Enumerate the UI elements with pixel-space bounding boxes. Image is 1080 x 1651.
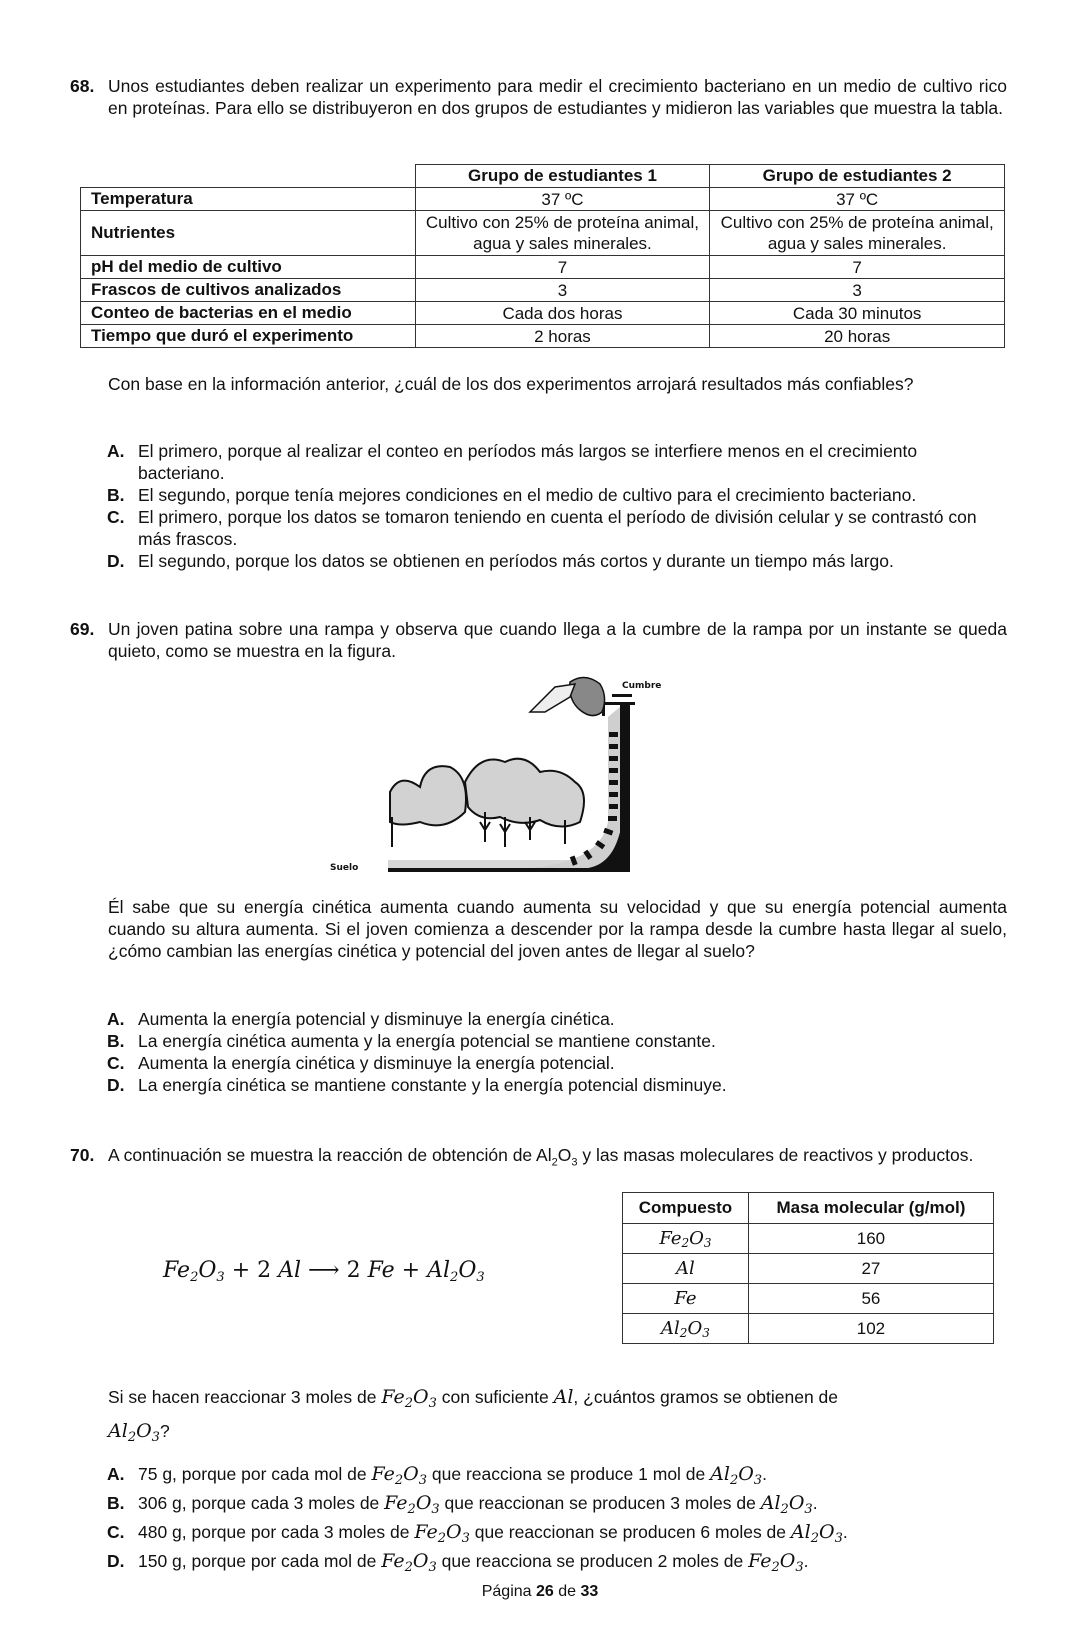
cell-value: Cultivo con 25% de proteína animal, agua y sales minerales. [415,211,710,256]
prompt-part: Si se hacen reaccionar 3 moles de [108,1387,382,1407]
option-a[interactable] [107,1008,1007,1030]
mass-cell: 102 [748,1314,993,1344]
option-label: D. [107,551,125,571]
compound-cell: Al [623,1254,749,1284]
question-68-prompt: Con base en la información anterior, ¿cuál de los dos experimentos arrojará resultados más confiables? [108,374,914,394]
option-d[interactable] [107,550,1007,572]
ramp-illustration [330,672,680,882]
stem-part: O [557,1145,572,1165]
option-text: 306 g, porque cada 3 moles de $Fe_2O_3$ que reaccionan se producen 3 moles de $Al_2O_3$. [138,1492,818,1517]
option-c[interactable] [107,506,1007,550]
table-row [623,1224,994,1254]
table-row [623,1254,994,1284]
table-header-row [623,1193,994,1224]
row-label: Frascos de cultivos analizados [81,279,416,302]
page-total: 33 [580,1583,599,1600]
question-68-text: Unos estudiantes deben realizar un experimento para medir el crecimiento bacteriano en un medio de cultivo rico en proteínas. Para ello se distribuyeron en dos grupos de estudiantes y midieron las variables que muestra la tabla. [108,76,1007,118]
table-row [81,279,1005,302]
option-label: A. [107,441,125,461]
subscript: 2 [450,1270,459,1285]
option-d[interactable] [107,1074,1007,1096]
option-label: A. [107,1009,125,1029]
option-c[interactable] [107,1518,1007,1546]
prompt-part: , ¿cuántos gramos se obtienen de [573,1387,839,1407]
option-label: B. [107,1493,125,1513]
question-69-text: Un joven patina sobre una rampa y observa que cuando llega a la cumbre de la rampa por un instante se queda quieto, como se muestra en la figura. [108,619,1007,661]
al2o3-formula: $Al_2O_3$ [108,1420,160,1445]
compound-cell: Fe [623,1284,749,1314]
option-text: El primero, porque los datos se tomaron teniendo en cuenta el período de división celular y se contrastó con más frascos. [138,507,977,549]
option-label: C. [107,1053,125,1073]
mass-cell: 56 [748,1284,993,1314]
option-text: 75 g, porque por cada mol de $Fe_2O_3$ que reacciona se produce 1 mol de $Al_2O_3$. [138,1463,767,1488]
cell-value: 7 [415,256,710,279]
cell-value: 2 horas [415,325,710,348]
molecular-mass-table [622,1192,994,1344]
eq-term: Fe [367,1258,395,1283]
cell-value: Cada 30 minutos [710,302,1005,325]
compound-cell: $Al_2O_3$ [623,1314,749,1344]
cell-value: 3 [710,279,1005,302]
skate-ramp-figure [330,672,680,882]
option-b[interactable] [107,484,1007,506]
cell-value: 37 ºC [710,188,1005,211]
table-row [81,256,1005,279]
row-label: Temperatura [81,188,416,211]
cell-value: 7 [710,256,1005,279]
mass-cell: 160 [748,1224,993,1254]
cell-value: Cultivo con 25% de proteína animal, agua y sales minerales. [710,211,1005,256]
option-text: Aumenta la energía potencial y disminuye la energía cinética. [138,1009,615,1029]
option-label: C. [107,507,125,527]
eq-operator: + 2 [224,1258,279,1283]
option-label: B. [107,485,125,505]
cell-value: 3 [415,279,710,302]
option-text: 480 g, porque por cada 3 moles de $Fe_2O_3$ que reaccionan se producen 6 moles de $Al_2O_3$. [138,1521,848,1546]
empty-header-cell [81,165,416,188]
eq-term: O [458,1258,477,1283]
question-69-prompt: Él sabe que su energía cinética aumenta cuando aumenta su velocidad y que su energía potencial aumenta cuando su altura aumenta. Si el joven comienza a descender por la rampa desde la cumbre hasta llegar al suelo, ¿cómo cambian las energías cinética y potencial del joven antes de llegar al suelo? [108,897,1007,961]
subscript: 3 [476,1270,485,1285]
subscript: 3 [571,1156,578,1169]
al-formula: Al [553,1386,574,1408]
stem-part: y las masas moleculares de reactivos y productos. [577,1145,974,1165]
option-b[interactable] [107,1030,1007,1052]
eq-term: Fe [163,1258,191,1283]
fe2o3-formula: $Fe_2O_3$ [381,1386,437,1411]
option-text: Aumenta la energía cinética y disminuye la energía potencial. [138,1053,615,1073]
question-68-stem [70,75,1007,119]
table-row [81,211,1005,256]
option-text: El segundo, porque tenía mejores condiciones en el medio de cultivo para el crecimiento bacteriano. [138,485,917,505]
option-text: El segundo, porque los datos se obtienen en períodos más cortos y durante un tiempo más largo. [138,551,894,571]
header-compound: Compuesto [623,1193,749,1224]
option-d[interactable] [107,1547,1007,1575]
header-group-2: Grupo de estudiantes 2 [710,165,1005,188]
suelo-label: Suelo [330,863,359,873]
question-69-stem [70,618,1007,662]
option-label: A. [107,1464,125,1484]
chemical-equation [163,1258,485,1283]
compound-cell: $Fe_2O_3$ [623,1224,749,1254]
footer-prefix: Página [481,1583,536,1600]
cell-value: 20 horas [710,325,1005,348]
experiment-table [80,164,1005,348]
cell-value: 37 ºC [415,188,710,211]
row-label: Conteo de bacterias en el medio [81,302,416,325]
option-a[interactable] [107,440,1007,484]
option-text: La energía cinética se mantiene constante y la energía potencial disminuye. [138,1075,727,1095]
option-text: El primero, porque al realizar el conteo en períodos más largos se interfiere menos en el crecimiento bacteriano. [138,441,918,483]
arrow-icon: ⟶ 2 [301,1258,368,1283]
row-label: pH del medio de cultivo [81,256,416,279]
table-header-row [81,165,1005,188]
eq-operator: + [394,1258,428,1283]
question-number: 68. [70,76,95,96]
table-row [81,325,1005,348]
stem-part: A continuación se muestra la reacción de obtención de Al [108,1145,552,1165]
option-text: 150 g, porque por cada mol de $Fe_2O_3$ que reacciona se producen 2 moles de $Fe_2O_3$. [138,1550,809,1575]
question-70-prompt [108,1380,1007,1448]
row-label: Tiempo que duró el experimento [81,325,416,348]
eq-term: O [198,1258,217,1283]
option-label: D. [107,1075,125,1095]
table-row [81,188,1005,211]
prompt-part: ? [159,1421,170,1441]
page-number: 26 [535,1583,554,1600]
row-label: Nutrientes [81,211,416,256]
table-row [623,1314,994,1344]
option-c[interactable] [107,1052,1007,1074]
prompt-part: con suficiente [436,1387,554,1407]
subscript: 2 [551,1156,558,1169]
option-b[interactable] [107,1489,1007,1517]
subscript: 2 [190,1270,199,1285]
mass-cell: 27 [748,1254,993,1284]
question-number: 70. [70,1145,95,1165]
header-group-1: Grupo de estudiantes 1 [415,165,710,188]
option-label: C. [107,1522,125,1542]
question-70-text [108,1144,1007,1174]
option-text: La energía cinética aumenta y la energía potencial se mantiene constante. [138,1031,716,1051]
eq-term: Al [278,1258,302,1283]
question-70-stem [70,1144,1007,1174]
header-mass: Masa molecular (g/mol) [748,1193,993,1224]
page-footer [0,1583,1080,1601]
option-label: D. [107,1551,125,1571]
eq-term: Al [427,1258,451,1283]
option-label: B. [107,1031,125,1051]
footer-separator: de [553,1583,581,1600]
cell-value: Cada dos horas [415,302,710,325]
table-row [623,1284,994,1314]
subscript: 3 [216,1270,225,1285]
table-row [81,302,1005,325]
question-number: 69. [70,619,95,639]
cumbre-label: Cumbre [622,681,662,691]
option-a[interactable] [107,1460,1007,1488]
